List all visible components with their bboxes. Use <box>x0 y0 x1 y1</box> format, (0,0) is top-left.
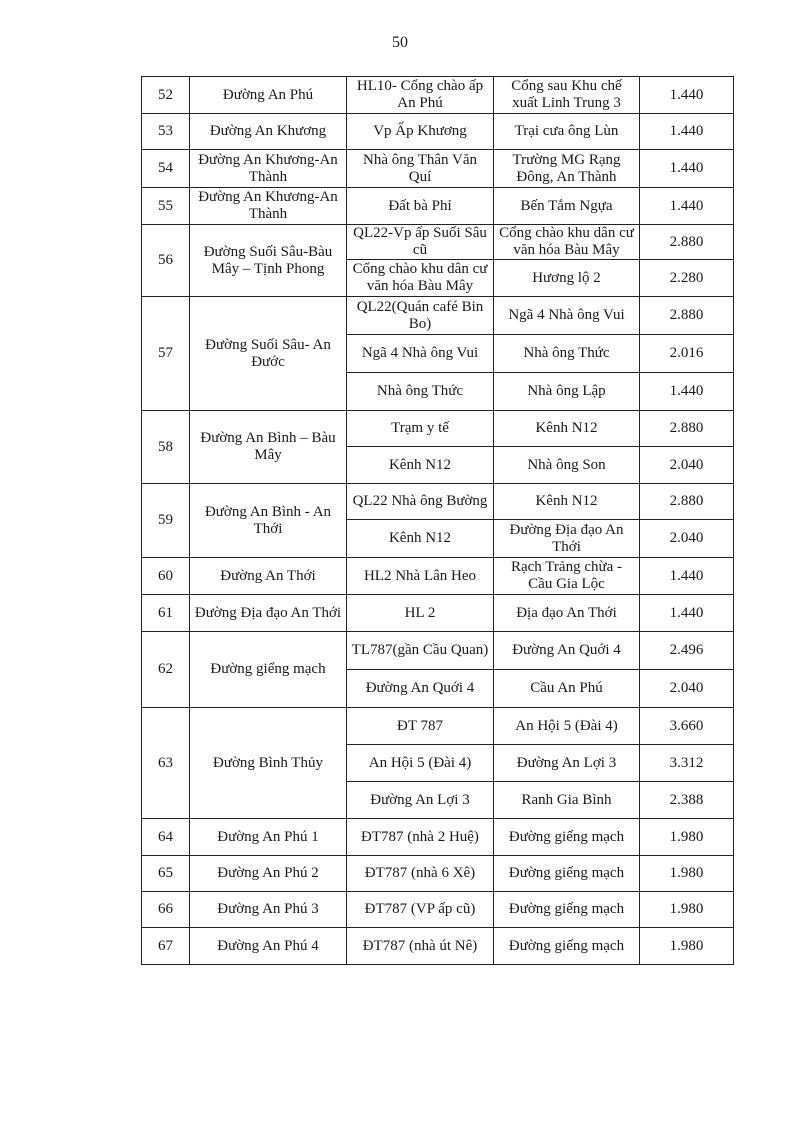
from-cell: HL 2 <box>347 595 494 632</box>
to-cell: Ranh Gia Bình <box>494 782 640 819</box>
road-name-cell: Đường An Phú 2 <box>190 856 347 892</box>
to-cell: Nhà ông Lập <box>494 373 640 411</box>
table-row <box>142 150 734 188</box>
from-cell: ĐT787 (nhà út Nê) <box>347 928 494 965</box>
stt-cell: 53 <box>142 114 190 150</box>
from-cell: Đường An Lợi 3 <box>347 782 494 819</box>
price-cell: 2.040 <box>640 670 734 708</box>
price-cell: 2.040 <box>640 520 734 558</box>
from-cell: TL787(gần Cầu Quan) <box>347 632 494 670</box>
price-cell: 1.980 <box>640 819 734 856</box>
price-cell: 2.040 <box>640 447 734 484</box>
price-cell: 1.440 <box>640 77 734 114</box>
from-cell: Kênh N12 <box>347 520 494 558</box>
stt-cell: 55 <box>142 188 190 225</box>
price-cell: 3.312 <box>640 745 734 782</box>
table-row <box>142 892 734 928</box>
to-cell: Địa đạo An Thới <box>494 595 640 632</box>
to-cell: Đường Địa đạo An Thới <box>494 520 640 558</box>
from-cell: Đường An Quới 4 <box>347 670 494 708</box>
to-cell: An Hội 5 (Đài 4) <box>494 708 640 745</box>
from-cell: Trạm y tế <box>347 411 494 447</box>
road-name-cell: Đường Bình Thủy <box>190 708 347 819</box>
to-cell: Đường giếng mạch <box>494 856 640 892</box>
road-name-cell: Đường An Khương-An Thành <box>190 188 347 225</box>
price-cell: 1.440 <box>640 595 734 632</box>
from-cell: QL22(Quán café Bin Bo) <box>347 297 494 335</box>
road-name-cell: Đường An Bình – Bàu Mây <box>190 411 347 484</box>
to-cell: Cổng chào khu dân cư văn hóa Bàu Mây <box>494 225 640 260</box>
price-cell: 1.980 <box>640 892 734 928</box>
to-cell: Cầu An Phú <box>494 670 640 708</box>
from-cell: Đất bà Phỉ <box>347 188 494 225</box>
from-cell: ĐT 787 <box>347 708 494 745</box>
to-cell: Hương lộ 2 <box>494 260 640 297</box>
price-cell: 1.980 <box>640 928 734 965</box>
from-cell: HL2 Nhà Lân Heo <box>347 558 494 595</box>
stt-cell: 61 <box>142 595 190 632</box>
price-cell: 1.440 <box>640 558 734 595</box>
table-row <box>142 595 734 632</box>
from-cell: Cổng chào khu dân cư văn hóa Bàu Mây <box>347 260 494 297</box>
table-row <box>142 225 734 260</box>
from-cell: ĐT787 (nhà 2 Huệ) <box>347 819 494 856</box>
stt-cell: 59 <box>142 484 190 558</box>
from-cell: HL10- Cổng chào ấp An Phú <box>347 77 494 114</box>
stt-cell: 52 <box>142 77 190 114</box>
page-number: 50 <box>392 34 408 51</box>
to-cell: Đường An Quới 4 <box>494 632 640 670</box>
to-cell: Kênh N12 <box>494 411 640 447</box>
table-row <box>142 632 734 670</box>
table-row <box>142 856 734 892</box>
price-cell: 2.016 <box>640 335 734 373</box>
price-cell: 2.496 <box>640 632 734 670</box>
to-cell: Đường giếng mạch <box>494 892 640 928</box>
stt-cell: 54 <box>142 150 190 188</box>
table-row <box>142 558 734 595</box>
to-cell: Nhà ông Thức <box>494 335 640 373</box>
price-cell: 1.440 <box>640 114 734 150</box>
price-cell: 3.660 <box>640 708 734 745</box>
from-cell: Ngã 4 Nhà ông Vui <box>347 335 494 373</box>
stt-cell: 62 <box>142 632 190 708</box>
from-cell: Vp Ấp Khương <box>347 114 494 150</box>
stt-cell: 63 <box>142 708 190 819</box>
stt-cell: 67 <box>142 928 190 965</box>
to-cell: Đường giếng mạch <box>494 928 640 965</box>
road-name-cell: Đường giếng mạch <box>190 632 347 708</box>
road-name-cell: Đường An Phú 1 <box>190 819 347 856</box>
table-row <box>142 188 734 225</box>
price-cell: 2.880 <box>640 297 734 335</box>
stt-cell: 57 <box>142 297 190 411</box>
to-cell: Rạch Trảng chừa - Cầu Gia Lộc <box>494 558 640 595</box>
table-row <box>142 819 734 856</box>
stt-cell: 64 <box>142 819 190 856</box>
stt-cell: 56 <box>142 225 190 297</box>
stt-cell: 60 <box>142 558 190 595</box>
price-cell: 2.280 <box>640 260 734 297</box>
to-cell: Trường MG Rạng Đông, An Thành <box>494 150 640 188</box>
to-cell: Bến Tắm Ngựa <box>494 188 640 225</box>
from-cell: Nhà ông Thân Văn Quí <box>347 150 494 188</box>
table-row <box>142 928 734 965</box>
price-cell: 1.440 <box>640 188 734 225</box>
road-name-cell: Đường An Phú 4 <box>190 928 347 965</box>
price-cell: 2.880 <box>640 484 734 520</box>
from-cell: ĐT787 (VP ấp cũ) <box>347 892 494 928</box>
table-row <box>142 411 734 447</box>
road-name-cell: Đường Suối Sâu-Bàu Mây – Tịnh Phong <box>190 225 347 297</box>
price-cell: 2.880 <box>640 411 734 447</box>
road-name-cell: Đường Suối Sâu- An Đước <box>190 297 347 411</box>
to-cell: Đường giếng mạch <box>494 819 640 856</box>
price-cell: 1.440 <box>640 150 734 188</box>
from-cell: Kênh N12 <box>347 447 494 484</box>
road-name-cell: Đường An Khương-An Thành <box>190 150 347 188</box>
road-name-cell: Đường Địa đạo An Thới <box>190 595 347 632</box>
to-cell: Trại cưa ông Lùn <box>494 114 640 150</box>
from-cell: QL22-Vp ấp Suối Sâu cũ <box>347 225 494 260</box>
table-row <box>142 484 734 520</box>
price-cell: 1.440 <box>640 373 734 411</box>
from-cell: ĐT787 (nhà 6 Xê) <box>347 856 494 892</box>
table-row <box>142 708 734 745</box>
road-name-cell: Đường An Bình - An Thới <box>190 484 347 558</box>
to-cell: Kênh N12 <box>494 484 640 520</box>
road-name-cell: Đường An Thới <box>190 558 347 595</box>
to-cell: Đường An Lợi 3 <box>494 745 640 782</box>
table-row <box>142 114 734 150</box>
stt-cell: 66 <box>142 892 190 928</box>
to-cell: Ngã 4 Nhà ông Vui <box>494 297 640 335</box>
from-cell: Nhà ông Thức <box>347 373 494 411</box>
road-name-cell: Đường An Phú 3 <box>190 892 347 928</box>
road-name-cell: Đường An Phú <box>190 77 347 114</box>
to-cell: Cổng sau Khu chế xuất Linh Trung 3 <box>494 77 640 114</box>
to-cell: Nhà ông Son <box>494 447 640 484</box>
from-cell: QL22 Nhà ông Bường <box>347 484 494 520</box>
table-row <box>142 297 734 335</box>
price-cell: 2.880 <box>640 225 734 260</box>
price-cell: 1.980 <box>640 856 734 892</box>
table-row <box>142 77 734 114</box>
from-cell: An Hội 5 (Đài 4) <box>347 745 494 782</box>
price-cell: 2.388 <box>640 782 734 819</box>
stt-cell: 65 <box>142 856 190 892</box>
road-price-table <box>141 76 734 965</box>
road-name-cell: Đường An Khương <box>190 114 347 150</box>
stt-cell: 58 <box>142 411 190 484</box>
